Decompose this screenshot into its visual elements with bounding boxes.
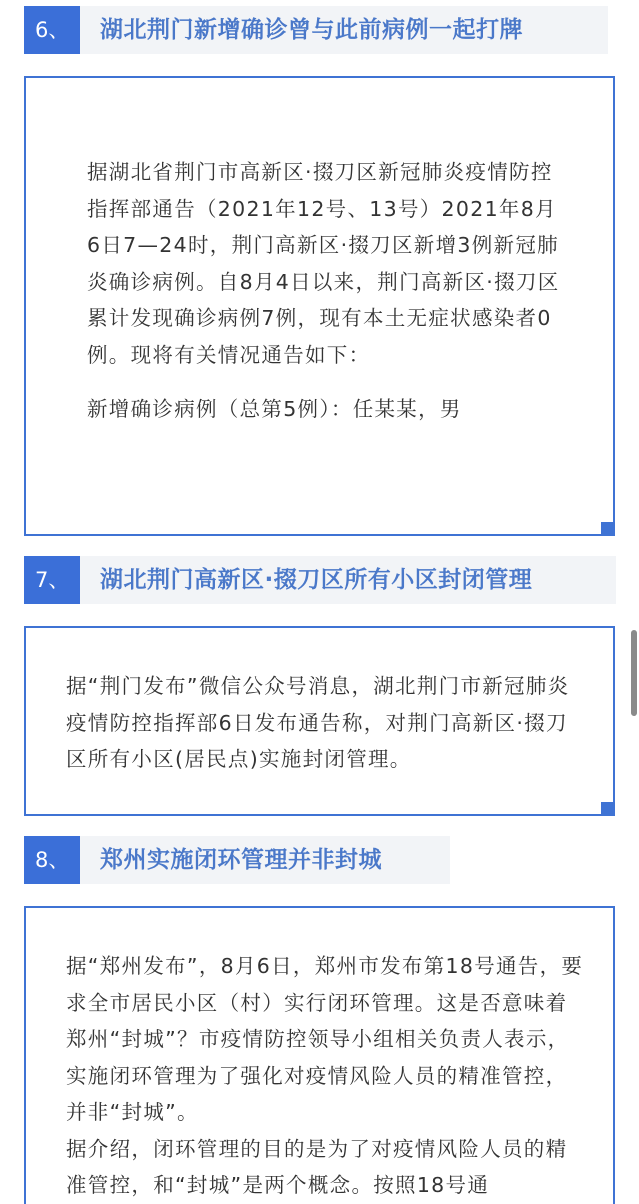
corner-marker: [601, 522, 615, 536]
section-7-content: [24, 626, 615, 816]
section-title: 郑州实施闭环管理并非封城: [100, 847, 382, 873]
section-6-header: [24, 6, 624, 54]
section-number-badge: 7、: [24, 556, 80, 604]
section-6-content: [24, 76, 615, 536]
section-number-badge: 6、: [24, 6, 80, 54]
paragraph: 据“荆门发布”微信公众号消息，湖北荆门市新冠肺炎疫情防控指挥部6日发布通告称，对荆门高新区·掇刀区所有小区(居民点)实施封闭管理。: [66, 674, 570, 771]
section-8-content: [24, 906, 615, 1204]
scrollbar-thumb[interactable]: [631, 630, 637, 716]
article-text: [66, 668, 586, 778]
paragraph: 据“郑州发布”，8月6日，郑州市发布第18号通告，要求全市居民小区（村）实行闭环管理。这是否意味着郑州“封城”？市疫情防控领导小组相关负责人表示，实施闭环管理为了强化对疫情风险人员的精准管控，并非“封城”。: [66, 954, 584, 1124]
section-7-header: [24, 556, 624, 604]
section-title: 湖北荆门新增确诊曾与此前病例一起打牌: [100, 17, 523, 43]
corner-marker: [601, 802, 615, 816]
section-title: 湖北荆门高新区·掇刀区所有小区封闭管理: [100, 567, 533, 593]
paragraph: 据介绍，闭环管理的目的是为了对疫情风险人员的精准管控，和“封城”是两个概念。按照18号通: [66, 1136, 568, 1197]
section-8-header: [24, 836, 624, 884]
paragraph: 新增确诊病例（总第5例）：任某某，男: [87, 397, 462, 421]
paragraph: 据湖北省荆门市高新区·掇刀区新冠肺炎疫情防控指挥部通告（2021年12号、13号）2021年8月6日7—24时，荆门高新区·掇刀区新增3例新冠肺炎确诊病例。自8月4日以来，荆门高新区·掇刀区累计发现确诊病例7例，现有本土无症状感染者0例。现将有关情况通告如下：: [87, 160, 560, 367]
article-text: [87, 154, 563, 428]
article-text: [66, 948, 586, 1204]
section-number-badge: 8、: [24, 836, 80, 884]
